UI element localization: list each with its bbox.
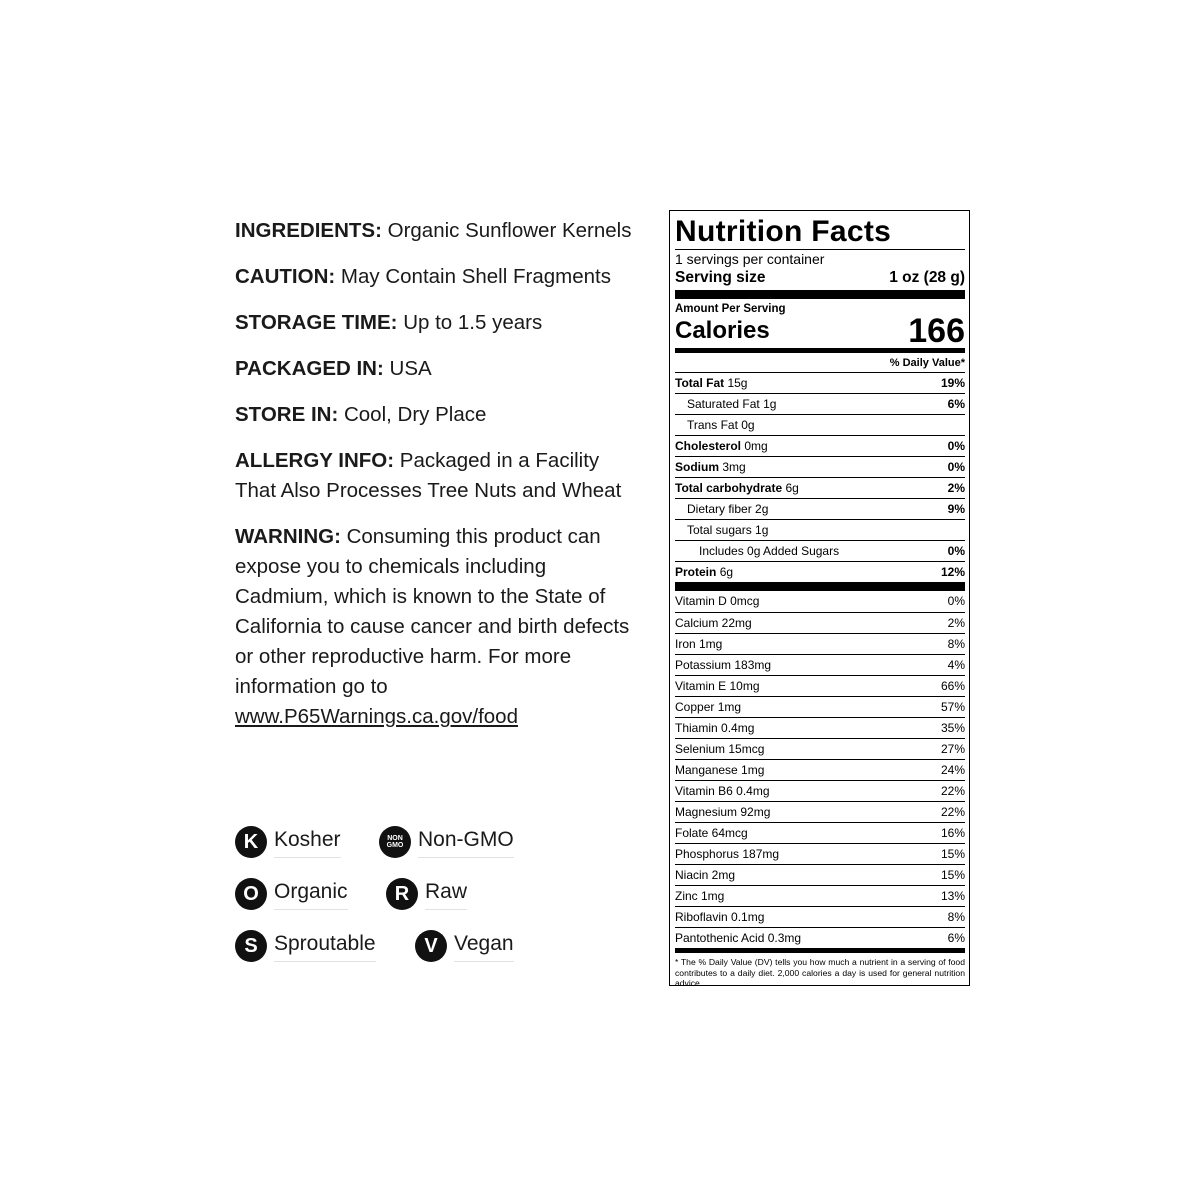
vitamin-row: Thiamin 0.4mg 35% xyxy=(675,717,965,738)
amount-per-serving: Amount Per Serving xyxy=(675,303,786,315)
serving-size-row xyxy=(675,268,965,290)
vitamin-row: Vitamin E 10mg 66% xyxy=(675,675,965,696)
vitamin-row: Manganese 1mg 24% xyxy=(675,759,965,780)
calories-value: 166 xyxy=(908,312,965,350)
certification-badges xyxy=(235,822,655,978)
vitamin-row: Selenium 15mcg 27% xyxy=(675,738,965,759)
vitamin-row: Copper 1mg 57% xyxy=(675,696,965,717)
nutrient-row-total-carbohydrate: Total carbohydrate 6g 2% xyxy=(675,477,965,498)
nutrient-row-protein: Protein 6g 12% xyxy=(675,561,965,582)
allergy-info: ALLERGY INFO: Packaged in a Facility That Also Processes Tree Nuts and Wheat xyxy=(235,449,622,502)
nutrient-row-total-fat: Total Fat 15g 19% xyxy=(675,372,965,393)
nutrient-row-dietary-fiber: Dietary fiber 2g 9% xyxy=(675,498,965,519)
nutrient-row-added-sugars: Includes 0g Added Sugars 0% xyxy=(675,540,965,561)
vitamin-row: Zinc 1mg 13% xyxy=(675,885,965,906)
nutrient-row-cholesterol: Cholesterol 0mg 0% xyxy=(675,435,965,456)
serving-size-label: Serving size xyxy=(675,269,766,286)
vitamin-row: Magnesium 92mg 22% xyxy=(675,801,965,822)
badge-label: Organic xyxy=(274,878,348,910)
badge-label: Sproutable xyxy=(274,930,376,962)
kosher-icon: K xyxy=(235,826,267,858)
vitamin-row: Folate 64mcg 16% xyxy=(675,822,965,843)
badge-non-gmo xyxy=(379,822,514,862)
badge-sproutable xyxy=(235,926,376,966)
vitamin-row: Potassium 183mg 4% xyxy=(675,654,965,675)
ingredients-info: INGREDIENTS: Organic Sunflower Kernels xyxy=(235,219,632,242)
nutrient-row-saturated-fat: Saturated Fat 1g 6% xyxy=(675,393,965,414)
non-gmo-icon: NON GMO xyxy=(379,826,411,858)
vegan-icon: V xyxy=(415,930,447,962)
store-in-info: STORE IN: Cool, Dry Place xyxy=(235,403,487,426)
badge-label: Raw xyxy=(425,878,467,910)
vitamin-row: Phosphorus 187mg 15% xyxy=(675,843,965,864)
badge-organic xyxy=(235,874,348,914)
nutrient-row-total-sugars: Total sugars 1g xyxy=(675,519,965,540)
vitamin-row: Riboflavin 0.1mg 8% xyxy=(675,906,965,927)
badge-label: Non-GMO xyxy=(418,826,514,858)
storage-time-info: STORAGE TIME: Up to 1.5 years xyxy=(235,311,543,334)
daily-value-header: % Daily Value* xyxy=(889,357,965,369)
badge-label: Kosher xyxy=(274,826,341,858)
sproutable-icon: S xyxy=(235,930,267,962)
warning-info: WARNING: Consuming this product can expose you to chemicals including Cadmium, which is known to the State of California to cause cancer and birth defects or other reproductive harm. For more information go to www.P65Warnings.ca.gov/food xyxy=(235,525,630,728)
nutrition-facts-panel xyxy=(669,210,970,986)
vitamin-row: Calcium 22mg 2% xyxy=(675,612,965,633)
vitamin-row: Iron 1mg 8% xyxy=(675,633,965,654)
thick-divider xyxy=(675,290,965,299)
calories-label: Calories xyxy=(675,317,770,344)
badge-label: Vegan xyxy=(454,930,514,962)
vitamin-row: Niacin 2mg 15% xyxy=(675,864,965,885)
vitamin-row: Vitamin B6 0.4mg 22% xyxy=(675,780,965,801)
badge-vegan xyxy=(415,926,514,966)
badge-row xyxy=(235,926,655,978)
badge-row xyxy=(235,874,655,926)
vitamin-row: Vitamin D 0mcg 0% xyxy=(675,594,965,608)
serving-size-value: 1 oz (28 g) xyxy=(889,269,965,286)
badge-row xyxy=(235,822,655,874)
product-info xyxy=(235,216,635,748)
badge-raw xyxy=(386,874,467,914)
vitamin-list xyxy=(675,591,965,948)
raw-icon: R xyxy=(386,878,418,910)
p65-warning-link[interactable]: www.P65Warnings.ca.gov/food xyxy=(235,705,518,728)
thick-divider xyxy=(675,582,965,591)
nutrition-facts-title: Nutrition Facts xyxy=(675,215,892,248)
organic-icon: O xyxy=(235,878,267,910)
caution-info: CAUTION: May Contain Shell Fragments xyxy=(235,265,611,288)
packaged-in-info: PACKAGED IN: USA xyxy=(235,357,432,380)
nutrient-row-sodium: Sodium 3mg 0% xyxy=(675,456,965,477)
calories-row xyxy=(675,312,965,350)
vitamin-row: Pantothenic Acid 0.3mg 6% xyxy=(675,927,965,948)
servings-per-container: 1 servings per container xyxy=(675,251,825,267)
badge-kosher xyxy=(235,822,341,862)
daily-value-footnote: * The % Daily Value (DV) tells you how much a nutrient in a serving of food contributes to a daily diet. 2,000 calories a day is used for general nutrition advice. xyxy=(675,957,965,988)
nutrient-row-trans-fat: Trans Fat 0g xyxy=(675,414,965,435)
